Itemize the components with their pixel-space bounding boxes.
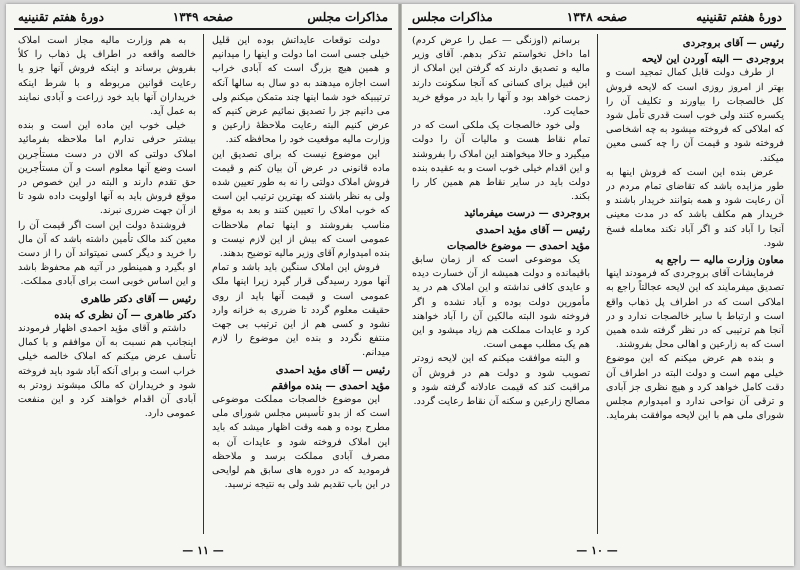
left-page-left-column [18, 34, 196, 534]
right-header-page-number: صفحه ۱۳۴۸ [566, 10, 628, 24]
right-page-header [408, 8, 786, 30]
book-spread [6, 4, 794, 566]
left-header-title: مذاکرات مجلس [307, 10, 388, 24]
right-page-footer-number: — ۱۰ — [576, 544, 618, 557]
paragraph: یک موضوعی است که از زمان سابق باقیمانده و دولت همیشه از آن خسارت دیده و عایدی کافی نداشته و این املاک هم در ید مأمورین دولت بوده و آباد نشده و اگر فروخته شود البته مالکین آن را آباد خواهند کرد و عایدات مملکت هم زیاد میشود و این هم یک مطلب مهمی است. [412, 254, 590, 351]
left-page-footer-number: — ۱۱ — [182, 544, 224, 557]
left-header-page-number: صفحه ۱۳۴۹ [172, 10, 234, 24]
right-page-right-column [606, 34, 784, 534]
right-page [400, 4, 794, 566]
speaker-heading: مؤید احمدی — بنده موافقم [271, 379, 390, 392]
speaker-heading: رئیس — آقای دکتر طاهری [80, 292, 196, 305]
paragraph: فروش این املاک سنگین باید باشد و تمام آنها مورد رسیدگی قرار گیرد زیرا اینها ملک عمومی است و قیمت آنها باید از روی حقیقت معلوم گردد تا ضرری به خزانه وارد نشود و کسی هم از این ترتیب بی جهت منتفع نگردد و بنده این موضوع را لازم میدانم. [212, 262, 390, 359]
paragraph: این موضوع نیست که برای تصدیق این ماده قانونی در عرض آن بیان کنم و قیمت فروش املاک دولتی را نه به طور تعیین شده ولی به نظر باشند که بهترین ترتیب این است که خوب املاک را تعیین کنند و بعد به موقع مناسب بفروشند و اینها تمام ملاحظات عمومی است که بیش از این لازم نیست و بنده امیدوارم آقای وزیر مالیه توضیح بدهند. [212, 148, 390, 260]
speaker-heading: رئیس — آقای مؤید احمدی [275, 363, 390, 376]
paragraph: عرض بنده این است که فروش اینها به طور مزایده باشد که تقاضای تمام مردم در آن رعایت شود و همه بتوانند خریدار باشند و خریدار هم مکلف باشد که در مدت معینی آنجا را آباد کند و اگر آباد نکند معامله فسخ شود. [606, 166, 784, 249]
speaker-heading: رئیس — آقای مؤید احمدی [475, 223, 590, 236]
paragraph: داشتم و آقای مؤید احمدی اظهار فرمودند اینجانب هم نسبت به آن موافقم و با کمال تأسف عرض میکنم که املاک خالصه خیلی خراب است و برای آنکه آباد شود باید فروخته شود و خریداران که مالک میشوند زودتر به آبادی آن اقدام خواهند کرد و این منفعت عمومی دارد. [18, 323, 196, 420]
paragraph: خیلی خوب این ماده این است و بنده بیشتر حرفی ندارم اما ملاحظه بفرمائید املاک دولتی که الان در دست مستأجرین است وضع آنها معلوم است و آن مستأجرین حق تقدم دارند و البته در این خصوص در موقع فروش باید به آنها اولویت داده شود تا از آن جهت ضرری نبرند. [18, 120, 196, 217]
left-header-session: دورهٔ هفتم تقنینیه [18, 10, 104, 24]
left-page-right-column [212, 34, 390, 534]
paragraph: این موضوع خالصجات مملکت موضوعی است که از بدو تأسیس مجلس شورای ملی مطرح بوده و همه وقت اظهار میشد که باید این املاک فروخته شود و عایدات آن به مصرف آبادی مملکت برسد و ملاحظه فرمودید که در دوره های سابق هم لوایحی در این باب تقدیم شد ولی به نتیجه نرسید. [212, 394, 390, 491]
left-page [6, 4, 400, 566]
speaker-heading: رئیس — آقای بروجردی [682, 37, 784, 49]
paragraph: برسانم (اوزنگی — عمل را عرض کردم) اما داخل نخواستم تذکر بدهم. آقای وزیر مالیه و تصدیق دارند که گرفتن این املاک از این قبیل برای کسانی که آنجا سکونت دارند زحمت خواهد بود و آنها را باید در موقع خرید حمایت کرد. [412, 35, 590, 118]
paragraph: فرمایشات آقای بروجردی که فرمودند اینها تصدیق میفرمایند که این لایحه عجالتاً راجع به املاکی است که در اطراف پل ذهاب واقع است و ارتباط با سایر خالصجات ندارد و در آنجا هم ترتیبی که در نظر گرفته شده همین است که به زارعین و اهالی محل بفروشند. [606, 268, 784, 351]
right-page-column-rule [597, 34, 598, 534]
speaker-heading: معاون وزارت مالیه — راجع به [655, 254, 784, 267]
right-page-left-column [412, 34, 590, 534]
right-header-session: دورهٔ هفتم تقنینیه [696, 10, 782, 24]
speaker-heading: بروجردی — البته آوردن این لایحه [641, 53, 784, 66]
paragraph: از طرف دولت قابل کمال تمجید است و بهتر از امروز روزی است که لایحه فروش کل خالصجات را بیاورند و تکلیف آن را یکسره کنند ولی خوب است قدری تأمل شود که املاکی که فروخته میشود به چه اشخاصی فروخته شود و قیمت آن را چه کسی معین میکند. [606, 67, 784, 164]
paragraph: فروشندهٔ دولت این است اگر قیمت آن را معین کند مالک تأمین داشته باشد که آن مال را خرید و دیگر کسی نمیتواند آن را از دست او بگیرد و همینطور در آتیه هم محفوظ باشد و این اساس خوبی است برای آبادی مملکت. [18, 219, 196, 288]
paragraph: ولی خود خالصجات یک ملکی است که در تمام نقاط هست و مالیات آن را دولت میگیرد و حالا میخواهند این املاک را بفروشند و این اقدام خیلی خوب است و به عقیده بنده دولت باید در سایر نقاط هم همین کار را بکند. [412, 120, 590, 203]
paragraph: دولت توقعات عایداتش بوده این قلیل خیلی جسی است اما دولت و اینها را میدانیم و همین هیچ بزرگ است که آبادی خراب است اجازه میدهند به دو سال به سالها آنکه ترتیبیکه خود شما اینها چند متمکن میکنم ولی می دانیم جز را تصدیق نمائیم عرض کنیم که عرض کنیم البته رعایت ملاحظهٔ زارعین و وزارت مالیه موقعیت خود را محافظه کند. [212, 35, 390, 146]
left-page-header [14, 8, 392, 30]
paragraph: به هم وزارت مالیه مجاز است املاک خالصه واقعه در اطراف پل ذهاب را کلاً بفروش برساند و اینکه فروش آنها جزو یا رعایت قوانین مربوطه و با شرط اینکه خریداران آنها باید خود زراعت و آبادی نمایند به عمل آید. [18, 35, 196, 118]
left-page-column-rule [203, 34, 204, 534]
speaker-heading: بروجردی — درست میفرمائید [464, 207, 590, 220]
speaker-heading: دکتر طاهری — آن نظری که بنده [54, 308, 196, 321]
paragraph: و البته موافقت میکنم که این لایحه زودتر تصویب شود و دولت هم در فروش آن مراقبت کند که قیمت عادلانه گرفته شود و مصالح زارعین و سکنه آن نقاط رعایت گردد. [412, 353, 590, 408]
paragraph: و بنده هم عرض میکنم که این موضوع خیلی مهم است و دولت البته در اطراف آن دقت کامل خواهد کرد و هیچ نظری جز آبادی و ترقی آن نواحی ندارد و امیدوارم مجلس شورای ملی هم با این لایحه موافقت بفرماید. [606, 353, 784, 422]
speaker-heading: مؤید احمدی — موضوع خالصجات [447, 239, 590, 252]
right-header-title: مذاکرات مجلس [412, 10, 493, 24]
